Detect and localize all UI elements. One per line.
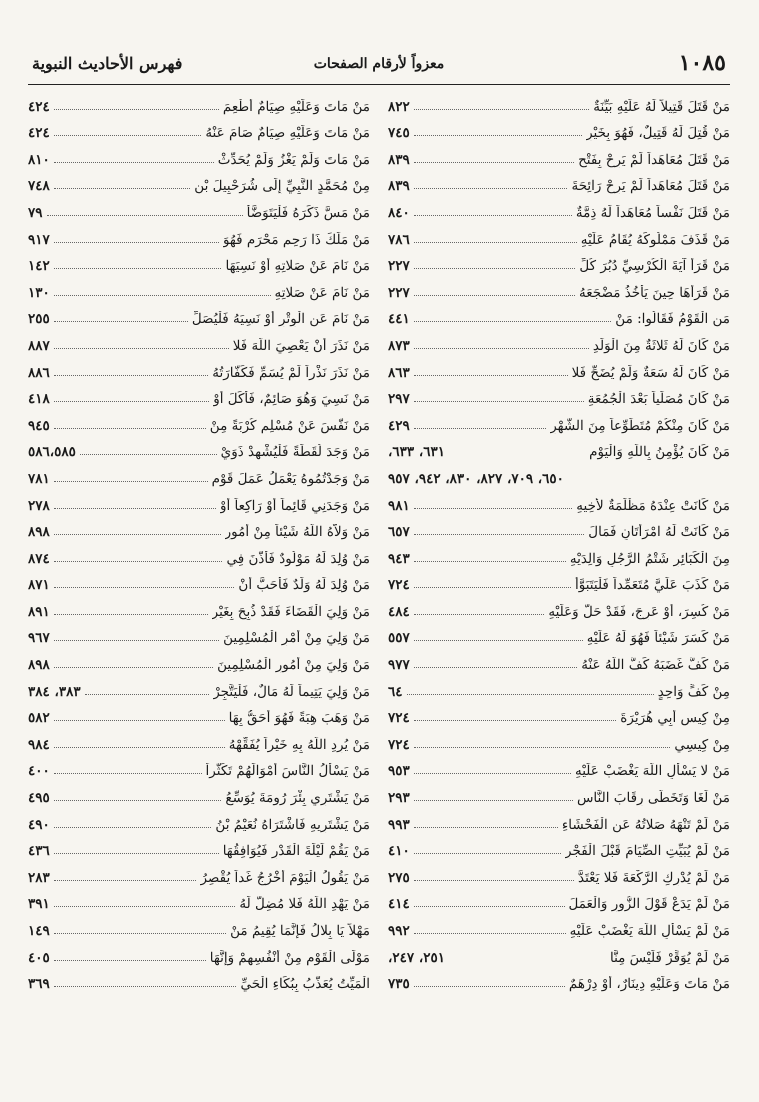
dot-leader (414, 827, 558, 828)
dot-leader (54, 906, 236, 907)
dot-leader (414, 773, 571, 774)
page-reference: ٩٨١ (388, 497, 410, 514)
index-entry (28, 250, 370, 277)
page-number: ١٠٨٥ (678, 50, 726, 76)
hadith-text: مَنْ مَاتَ وَلَمْ يَغْزُ وَلَمْ يُحَدِّثْ (217, 151, 370, 168)
hadith-text: مَنْ لَمْ تَنْهَهُ صَلاتُهُ عَنِ الْفَحْشَاءِ (561, 816, 730, 833)
dot-leader (414, 667, 577, 668)
dot-leader (54, 242, 219, 243)
dot-leader (54, 348, 229, 349)
hadith-text: مَنْ يَهْدِ اللَّهُ فَلا مُضِلَّ لَهُ (239, 896, 370, 913)
page-reference: ٢٥١، ٢٤٧، (388, 949, 445, 966)
hadith-text: مَنْ وَجَدْتُمُوهُ يَعْمَلُ عَمَلَ قَوْمِ (211, 470, 370, 487)
index-entry (28, 622, 370, 649)
index-entry (388, 941, 730, 968)
right-column (388, 90, 730, 994)
hadith-text: مَنْ وَهَبَ هِبَةً فَهُوَ أَحَقُّ بِهَا (228, 710, 370, 727)
page-reference: ٨٩١ (28, 603, 50, 620)
dot-leader (54, 640, 219, 641)
page-reference: ٩٤٣ (388, 550, 410, 567)
hadith-text: مِنَ الْكَبَائِرِ شَتْمُ الرَّجُلِ وَالِدَيْهِ (569, 550, 730, 567)
dot-leader (54, 534, 221, 535)
dot-leader (54, 481, 208, 482)
index-entry (28, 968, 370, 995)
page-reference: ٢٧٥ (388, 869, 410, 886)
dot-leader (414, 880, 574, 881)
hadith-text: مَنْ وُلِدَ لَهُ وَلَدٌ فَأَحَبَّ أَنْ (238, 577, 370, 594)
hadith-text: مَنْ قَتَلَ نَفْساً مُعَاهَداً لَهُ ذِمَّةٌ (575, 204, 730, 221)
page-reference: ٩٩٣ (388, 816, 410, 833)
dot-leader (54, 162, 214, 163)
dot-leader (414, 135, 582, 136)
hadith-text: مَنْ يَقُمْ لَيْلَةَ الْقَدْرِ فَيُوَافِقُهَا (222, 843, 370, 860)
index-entry (388, 196, 730, 223)
index-entry (388, 356, 730, 383)
page-reference: ٢٩٧ (388, 391, 410, 408)
dot-leader (54, 295, 271, 296)
hadith-text: مَنْ كَسَرَ شَيْئاً فَهُوَ لَهُ عَلَيْهِ (586, 630, 730, 647)
hadith-text: مَنْ قَتَلَ مُعَاهَداً لَمْ يَرِحْ بِفَتْحِ (578, 151, 730, 168)
page-reference: ٥٨٢ (28, 710, 50, 727)
dot-leader (54, 587, 235, 588)
index-entry (28, 648, 370, 675)
index-entry (388, 223, 730, 250)
index-entry (388, 835, 730, 862)
page-reference: ٢٢٧ (388, 258, 410, 275)
dot-leader (414, 720, 617, 721)
running-subtitle: معزواً لأرقام الصفحات (313, 56, 445, 72)
page-reference: ٢٧٨ (28, 497, 50, 514)
hadith-text: مَنْ لَمْ يُدْرِكِ الرَّكْعَةَ فَلا يَعْتَدَّ (578, 869, 730, 886)
dot-leader (414, 853, 561, 854)
index-entry (388, 569, 730, 596)
dot-leader (414, 933, 566, 934)
dot-leader (54, 960, 206, 961)
index-entry (28, 569, 370, 596)
index-entry (28, 276, 370, 303)
hadith-text: مَنْ كَانَ يُؤْمِنُ بِاللَّهِ وَالْيَوْمِ (589, 444, 730, 461)
page-reference: ٤٨٤ (388, 603, 410, 620)
page-reference: ٨٩٨ (28, 657, 50, 674)
hadith-text: مَنْ نَذَرَ نَذْراً لَمْ يُسَمِّ فَكَفَّارَتُهُ (212, 364, 370, 381)
index-entry (28, 516, 370, 543)
dot-leader (54, 508, 216, 509)
page-reference: ٧٨١ (28, 470, 50, 487)
hadith-text: مَنْ يَسْأَلُ النَّاسَ أَمْوَالَهُمْ تَكَثُّراً (205, 763, 370, 780)
index-entry (28, 462, 370, 489)
index-entry (28, 329, 370, 356)
page-reference: ٤٩٠ (28, 816, 50, 833)
index-entry (388, 781, 730, 808)
dot-leader (414, 614, 545, 615)
hadith-text: مَنْ قَذَفَ مَمْلُوكَهُ يُقَامُ عَلَيْهِ (580, 231, 730, 248)
index-entry (388, 702, 730, 729)
hadith-text: مَنْ نَامَ عَنِ الْوِتْرِ أَوْ نَسِيَهُ فَلْيُصَلِّ (191, 311, 370, 328)
page-header (28, 50, 730, 85)
page-reference: ٨٣٩ (388, 151, 410, 168)
dot-leader (414, 295, 575, 296)
dot-leader (54, 614, 208, 615)
index-entry (388, 90, 730, 117)
dot-leader (414, 640, 583, 641)
hadith-text: مَنْ كَفَّ غَضَبَهُ كَفَّ اللَّهُ عَنْهُ (581, 657, 730, 674)
index-entry (28, 728, 370, 755)
hadith-text: مَنْ نَذَرَ أَنْ يَعْصِيَ اللَّهَ فَلا (232, 337, 370, 354)
dot-leader (54, 135, 202, 136)
index-entry (388, 276, 730, 303)
page-reference: ٤٢٩ (388, 417, 410, 434)
page-reference: ٣٦٩ (28, 976, 50, 993)
hadith-text: مَنْ وُلِدَ لَهُ مَوْلُودٌ فَأَذَّنَ فِي (226, 550, 370, 567)
index-entry (28, 781, 370, 808)
index-entry (28, 941, 370, 968)
index-entry (28, 383, 370, 410)
index-entry (388, 728, 730, 755)
hadith-text: مَنْ كَذَبَ عَلَيَّ مُتَعَمِّداً فَلْيَتَبَوَّأْ (575, 577, 730, 594)
index-entry (28, 675, 370, 702)
index-entry (388, 622, 730, 649)
page-reference: ٧٢٤ (388, 710, 410, 727)
page-reference: ٨٣٩ (388, 178, 410, 195)
page-reference: ٨٧٣ (388, 337, 410, 354)
index-entry (388, 968, 730, 995)
index-entry (28, 702, 370, 729)
index-entry (28, 143, 370, 170)
dot-leader (54, 800, 222, 801)
hadith-text: مَنْ وَلِيَ الْقَضَاءَ فَقَدْ ذُبِحَ بِغَيْرِ (211, 603, 370, 620)
dot-leader (414, 109, 590, 110)
page-reference: ٧٢٤ (388, 577, 410, 594)
page-reference: ٦٣١، ٦٣٣، (388, 444, 445, 461)
hadith-text: مَنْ قَتَلَ مُعَاهَداً لَمْ يَرِحْ رَائِحَةَ (571, 178, 730, 195)
dot-leader (54, 561, 223, 562)
page-reference: ٤١٤ (388, 896, 410, 913)
page-reference: ٣٨٣، ٣٨٤ (28, 683, 81, 700)
dot-leader (47, 215, 243, 216)
hadith-text: مَنْ كَانَتْ لَهُ امْرَأَتَانِ فَمَالَ (588, 524, 730, 541)
dot-leader (54, 986, 237, 987)
page-reference: ٧٤٨ (28, 178, 50, 195)
index-entry (388, 914, 730, 941)
hadith-text: مِنْ مُحَمَّدٍ النَّبِيِّ إِلَى شُرَحْبِيلَ بْنِ (194, 178, 370, 195)
index-entry (388, 542, 730, 569)
dot-leader (414, 800, 573, 801)
hadith-text: مَنْ يَقُولُ الْيَوْمَ أُخْرُجُ غَداً يُقْصِرُ (200, 869, 370, 886)
hadith-text: مَنْ لا يَسْأَلِ اللَّهَ يَغْضَبْ عَلَيْهِ (574, 763, 730, 780)
hadith-text: مَنْ وَجَدَنِي قَائِماً أَوْ رَاكِعاً أَوْ (219, 497, 370, 514)
page-reference: ٤١٨ (28, 391, 50, 408)
page-reference: ٤٣٦ (28, 843, 50, 860)
page-reference: ٩٨٤ (28, 736, 50, 753)
hadith-text: مَنْ نَفَّسَ عَنْ مُسْلِمٍ كُرْبَةً مِنْ (209, 417, 370, 434)
dot-leader (414, 242, 577, 243)
dot-leader (54, 827, 212, 828)
index-entry (28, 914, 370, 941)
hadith-text: مَنْ وَلاَّهُ اللَّهُ شَيْئاً مِنْ أُمُورِ (224, 524, 370, 541)
index-entry (388, 409, 730, 436)
index-entry (388, 329, 730, 356)
dot-leader (54, 109, 219, 110)
page-reference: ٣٩١ (28, 896, 50, 913)
page-reference: ٨٢٢ (388, 98, 410, 115)
dot-leader (54, 321, 188, 322)
dot-leader (414, 561, 566, 562)
page-reference: ٩٤٥ (28, 417, 50, 434)
index-entry (388, 516, 730, 543)
index-entry (28, 861, 370, 888)
index-entry (28, 170, 370, 197)
page-reference: ٢٢٧ (388, 284, 410, 301)
page-reference: ٢٥٥ (28, 311, 50, 328)
dot-leader (54, 880, 197, 881)
dot-leader (414, 428, 546, 429)
hadith-text: مَنْ مَاتَ وَعَلَيْهِ صِيَامٌ أُطْعِمَ (222, 98, 370, 115)
index-title: فهرس الأحاديث النبوية (32, 54, 183, 73)
index-entry (388, 888, 730, 915)
index-entry (388, 755, 730, 782)
index-entry (388, 170, 730, 197)
page-reference: ٧٣٥ (388, 976, 410, 993)
page-reference: ٩٦٧ (28, 630, 50, 647)
page-reference: ٥٨٦،٥٨٥ (28, 444, 76, 461)
page-reference: ١٣٠ (28, 284, 50, 301)
hadith-text: مِنْ كِيسِي (674, 736, 730, 753)
page-reference: ٧٩ (28, 204, 43, 221)
hadith-text: مَنْ قَرَأَ آيَةَ الْكُرْسِيِّ دُبُرَ كُلِّ (579, 258, 730, 275)
index-entry (28, 595, 370, 622)
hadith-text: مَنْ لَغَا وَتَخَطَّى رِقَابَ النَّاسِ (576, 790, 730, 807)
dot-leader (414, 401, 584, 402)
page-reference: ٨٧١ (28, 577, 50, 594)
dot-leader (54, 188, 191, 189)
index-entry (388, 675, 730, 702)
dot-leader (80, 454, 217, 455)
dot-leader (414, 321, 612, 322)
hadith-text: مَنْ لَمْ يَسْأَلِ اللَّهَ يَغْضَبْ عَلَيْهِ (569, 923, 730, 939)
hadith-text: مَنْ وَلِيَ مِنْ أَمْرِ الْمُسْلِمِينَ (223, 630, 370, 647)
index-entry (388, 462, 730, 489)
hadith-text: مَنْ مَلَكَ ذَا رَحِمٍ مَحْرَمٍ فَهُوَ (222, 231, 370, 248)
dot-leader (414, 162, 574, 163)
dot-leader (414, 508, 573, 509)
hadith-text: مَنْ وَلِيَ يَتِيماً لَهُ مَالٌ، فَلْيَتَّجِرْ (213, 683, 370, 700)
hadith-text: مَنْ مَاتَ وَعَلَيْهِ دِينَارٌ، أَوْ دِرْهَمٌ (568, 976, 730, 993)
index-entry (388, 383, 730, 410)
dot-leader (54, 720, 225, 721)
page-reference: ٩٩٢ (388, 923, 410, 939)
page-reference: ٤٠٥ (28, 949, 50, 966)
hadith-text: مَوْلَى الْقَوْمِ مِنْ أَنْفُسِهِمْ وَإِنَّهَا (209, 949, 370, 966)
hadith-text: مَنْ لَمْ يُوَقِّرْ فَلَيْسَ مِنَّا (609, 949, 730, 966)
dot-leader (414, 534, 585, 535)
hadith-text: مَنْ مَسَّ ذَكَرَهُ فَلْيَتَوَضَّأْ (246, 204, 370, 221)
index-entry (388, 489, 730, 516)
hadith-text: مَنْ نَامَ عَنْ صَلاتِهِ (274, 284, 370, 301)
hadith-text: مَنْ كَانَ مِنْكُمْ مُتَطَوِّعاً مِنَ الشَّهْرِ (550, 417, 730, 434)
index-entry (28, 436, 370, 463)
index-entry (388, 303, 730, 330)
dot-leader (414, 587, 571, 588)
page-reference: ٨٩٨ (28, 524, 50, 541)
index-entry (388, 143, 730, 170)
page-reference: ٧٤٥ (388, 125, 410, 142)
hadith-text: مَنْ كَانَ لَهُ ثَلاثَةٌ مِنَ الْوَلَدِ (592, 337, 730, 354)
page-reference: ٧٨٦ (388, 231, 410, 248)
hadith-text: مَنْ كَانَتْ عِنْدَهُ مَظْلَمَةٌ لأَخِيهِ (576, 497, 730, 514)
hadith-text: مَنْ كَانَ مُصَلِّياً بَعْدَ الْجُمُعَةِ (587, 391, 730, 408)
page-reference: ٨٦٣ (388, 364, 410, 381)
dot-leader (414, 375, 568, 376)
hadith-text: مَنْ يَشْتَرِي بِئْرَ رُومَةَ يُوَسِّعُ (225, 790, 370, 807)
hadith-text: مَنْ كُسِرَ، أَوْ عَرِجَ، فَقَدْ حَلَّ وَعَلَيْهِ (548, 603, 730, 620)
hadith-text: مَنْ مَاتَ وَعَلَيْهِ صِيَامٌ صَامَ عَنْهُ (205, 125, 370, 142)
page-reference: ٢٨٣ (28, 869, 50, 886)
page-reference: ٤٢٤ (28, 125, 50, 142)
page-reference: ٨٨٧ (28, 337, 50, 354)
index-entry (28, 542, 370, 569)
page-reference: ٨٧٤ (28, 550, 50, 567)
index-entry (388, 250, 730, 277)
page-reference: ٩٥٣ (388, 763, 410, 780)
dot-leader (85, 694, 210, 695)
page-reference: ٦٥٠، ٧٠٩، ٨٢٧، ٨٣٠، ٩٤٢، ٩٥٧ (388, 470, 564, 487)
hadith-text: مَنْ كَانَ لَهُ سَعَةٌ وَلَمْ يُضَحِّ فَلا (571, 364, 730, 381)
index-entry (28, 808, 370, 835)
dot-leader (54, 667, 213, 668)
hadith-text: مَنْ قَتَلَ قَتِيلاً لَهُ عَلَيْهِ بَيِّنَةٌ (593, 98, 730, 115)
dot-leader (54, 268, 222, 269)
index-entry (388, 117, 730, 144)
page-reference: ٨٤٠ (388, 204, 410, 221)
index-entry (388, 808, 730, 835)
dot-leader (414, 906, 565, 907)
hadith-text: مِنْ كَفٍّ وَاحِدٍ (657, 683, 730, 700)
dot-leader (54, 747, 225, 748)
index-entry (28, 223, 370, 250)
dot-leader (414, 747, 671, 748)
page-reference: ٥٥٧ (388, 630, 410, 647)
index-entry (28, 489, 370, 516)
dot-leader (414, 986, 565, 987)
page-reference: ١٤٩ (28, 923, 50, 939)
hadith-text: مَنْ لَمْ يُبَيِّتِ الصِّيَامَ قَبْلَ الْفَجْرِ (565, 843, 730, 860)
hadith-text: مَنْ وَجَدَ لُقَطَةً فَلْيُشْهِدْ ذَوَيْ (220, 444, 370, 461)
page-reference: ٧٢٤ (388, 736, 410, 753)
page-reference: ٤١٠ (388, 843, 410, 860)
index-entry (28, 117, 370, 144)
dot-leader (54, 401, 209, 402)
left-column (28, 90, 370, 994)
dot-leader (414, 348, 589, 349)
page-reference: ٨١٠ (28, 151, 50, 168)
dot-leader (407, 694, 654, 695)
page-reference: ٤٤١ (388, 311, 410, 328)
dot-leader (54, 773, 202, 774)
hadith-text: مِنْ كِيسِ أَبِي هُرَيْرَةَ (620, 710, 730, 727)
page-reference: ٦٥٧ (388, 524, 410, 541)
dot-leader (414, 215, 572, 216)
hadith-text: مَنْ نَامَ عَنْ صَلاتِهِ أَوْ نَسِيَهَا (225, 258, 370, 275)
hadith-text: مَهْلاً يَا بِلالُ فَإِنَّمَا يُقِيمُ مَنْ (230, 923, 370, 939)
index-entry (28, 755, 370, 782)
page-reference: ٤٠٠ (28, 763, 50, 780)
page-reference: ٩١٧ (28, 231, 50, 248)
page-reference: ٨٨٦ (28, 364, 50, 381)
hadith-text: مَنْ لَمْ يَدَعْ قَوْلَ الزُّورِ وَالْعَمَلَ (568, 896, 730, 913)
hadith-text: مَنْ يَشْتَرِيهِ فَاشْتَرَاهُ نُعَيْمُ بْنُ (215, 816, 370, 833)
dot-leader (54, 428, 206, 429)
dot-leader (54, 933, 226, 934)
page-reference: ٦٤ (388, 683, 403, 700)
index-entry (28, 196, 370, 223)
hadith-text: مَنْ قُتِلَ لَهُ قَتِيلٌ، فَهُوَ بِخَيْرِ (586, 125, 730, 142)
index-entry (388, 595, 730, 622)
page-reference: ٢٩٣ (388, 790, 410, 807)
page-reference: ١٤٢ (28, 258, 50, 275)
hadith-text: الْمَيِّتُ يُعَذَّبُ بِبُكَاءِ الْحَيِّ (240, 976, 370, 993)
index-entry (28, 303, 370, 330)
index-entry (28, 356, 370, 383)
page-reference: ٤٢٤ (28, 98, 50, 115)
dot-leader (54, 853, 219, 854)
index-entry (388, 436, 730, 463)
hadith-text: مَنِ الْقَوْمُ فَقَالُوا: مَنْ (615, 311, 730, 328)
index-entry (28, 409, 370, 436)
hadith-text: مَنْ وَلِيَ مِنْ أُمُورِ الْمُسْلِمِينَ (217, 657, 370, 674)
dot-leader (414, 268, 576, 269)
page-reference: ٤٩٥ (28, 790, 50, 807)
index-entry (28, 835, 370, 862)
index-entry (28, 888, 370, 915)
index-entry (388, 648, 730, 675)
page-reference: ٩٧٧ (388, 657, 410, 674)
dot-leader (414, 188, 568, 189)
index-entry (388, 861, 730, 888)
hadith-text: مَنْ يُرِدِ اللَّهُ بِهِ خَيْراً يُفَقِّهْهُ (228, 736, 370, 753)
hadith-text: مَنْ قَرَأَهَا حِينَ يَأْخُذُ مَضْجَعَهُ (579, 284, 730, 301)
index-entry (28, 90, 370, 117)
hadith-text: مَنْ نَسِيَ وَهُوَ صَائِمٌ، فَأَكَلَ أَوْ (213, 391, 370, 408)
dot-leader (54, 375, 209, 376)
